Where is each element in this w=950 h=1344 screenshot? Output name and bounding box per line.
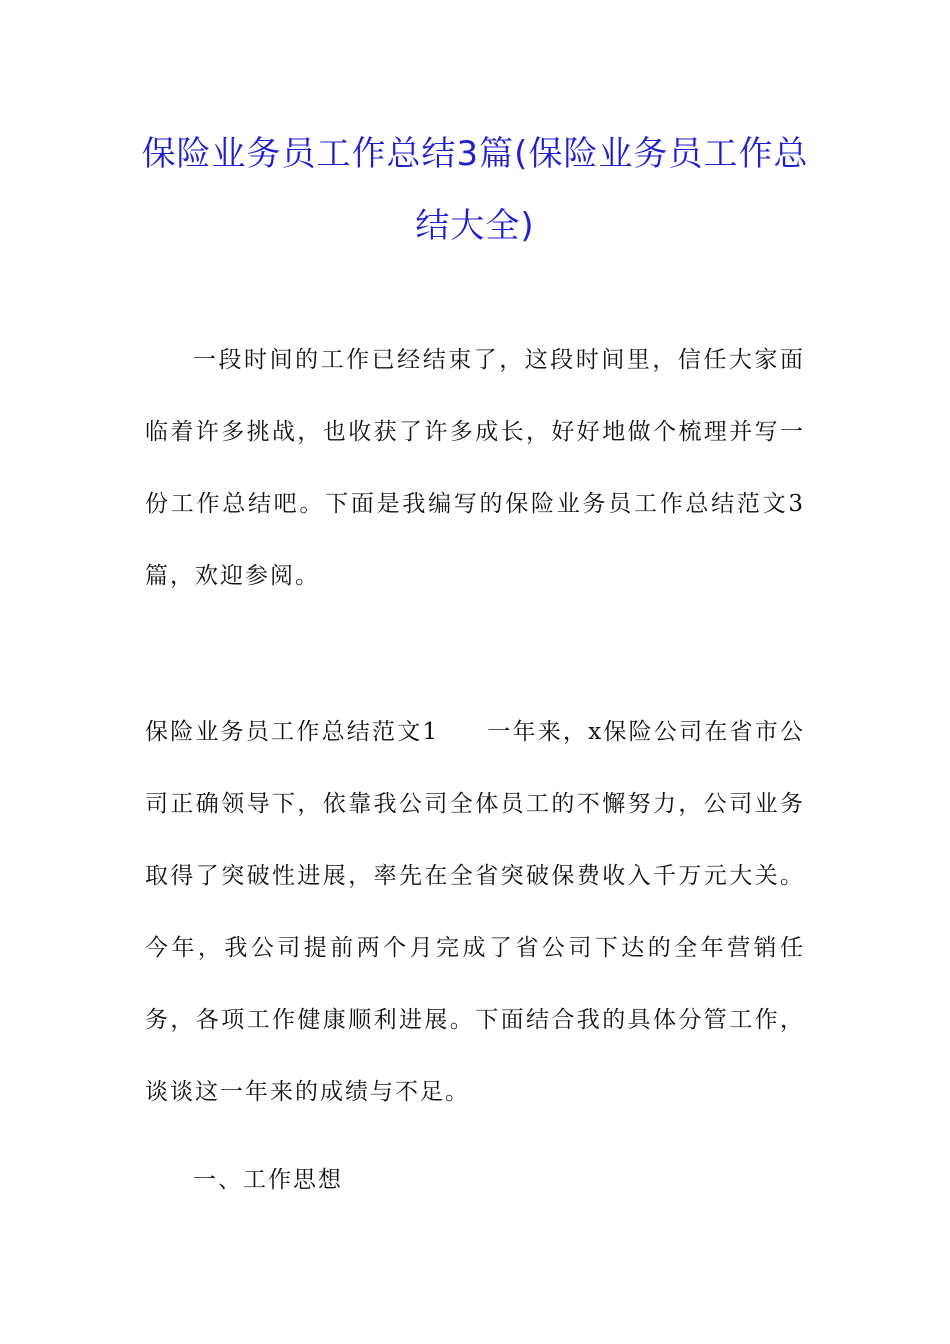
section-heading: 一、工作思想 [193,1167,343,1193]
sample-paragraph [145,696,805,1128]
document-title: 保险业务员工作总结3篇(保险业务员工作总结大全) [141,134,809,246]
sample-label: 保险业务员工作总结范文1 [145,719,440,745]
sample-text: 一年来，x保险公司在省市公司正确领导下，依靠我公司全体员工的不懈努力，公司业务取得了突破性进展，率先在全省突破保费收入千万元大关。今年，我公司提前两个月完成了省公司下达的全年营销任务，各项工作健康顺利进展。下面结合我的具体分管工作，谈谈这一年来的成绩与不足。 [145,719,805,1105]
intro-paragraph: 一段时间的工作已经结束了，这段时间里，信任大家面临着许多挑战，也收获了许多成长，好好地做个梳理并写一份工作总结吧。下面是我编写的保险业务员工作总结范文3篇，欢迎参阅。 [145,347,805,589]
